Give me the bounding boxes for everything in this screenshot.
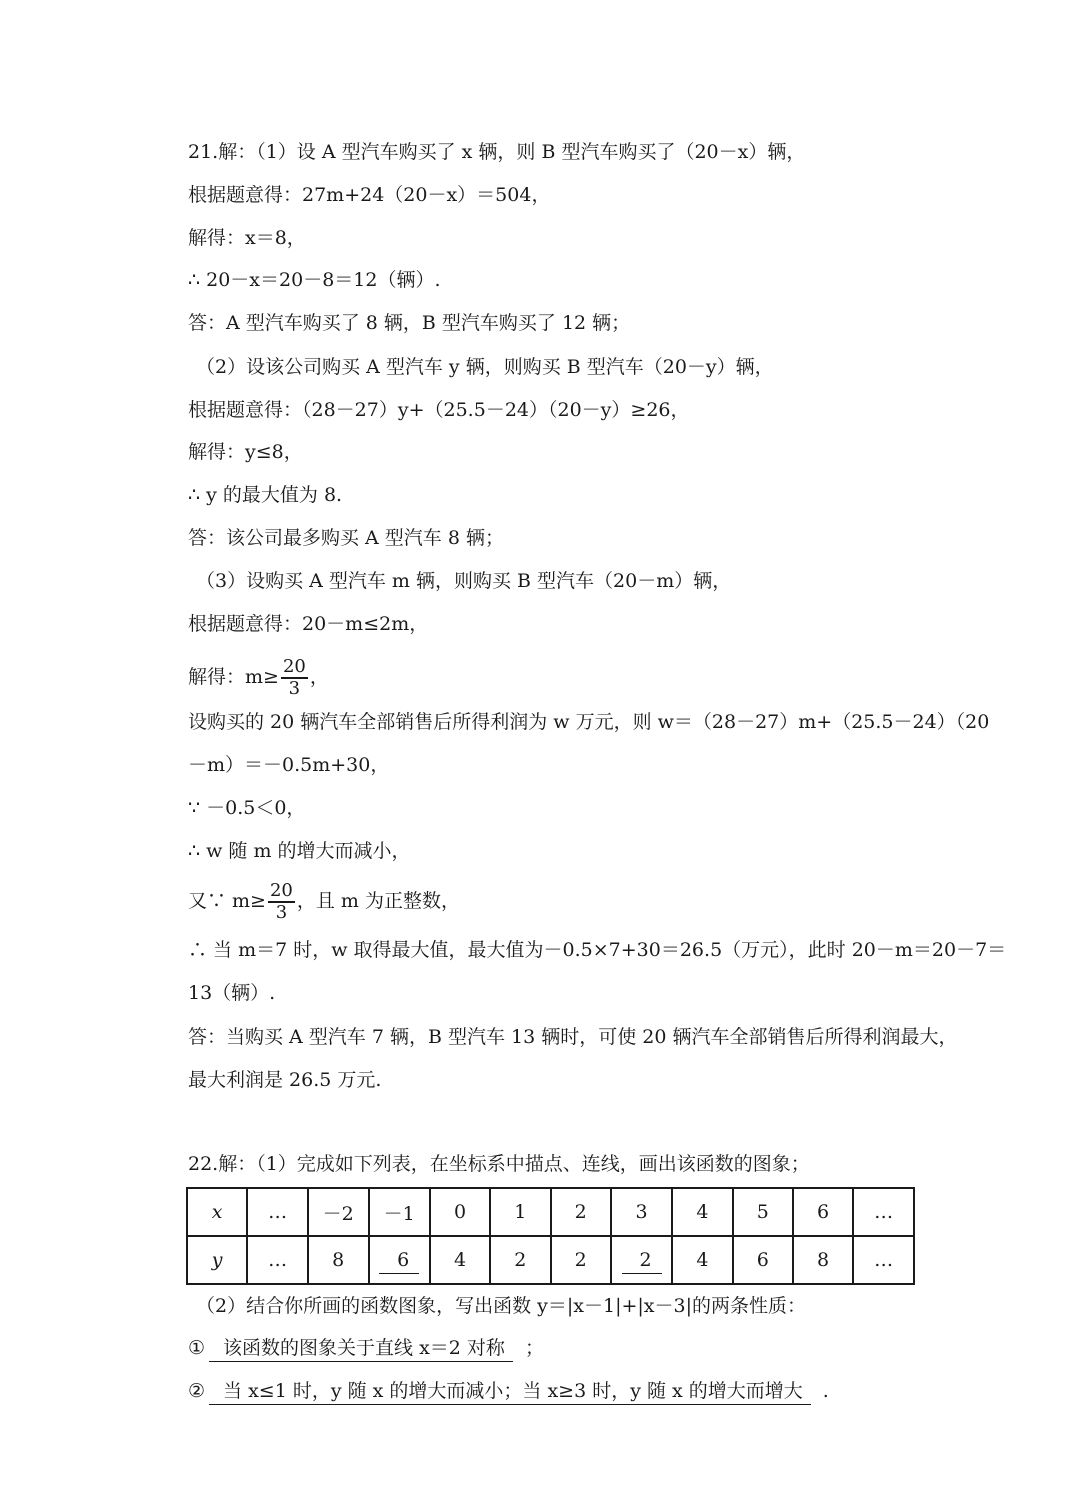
- q22-intro: 22.解：（1）完成如下列表，在坐标系中描点、连线，画出该函数的图象；: [188, 1153, 810, 1175]
- q21-part3-intro: （3）设购买 A 型汽车 m 辆，则购买 B 型汽车（20－m）辆，: [196, 570, 732, 592]
- table-row-y: [187, 1236, 914, 1284]
- q21-part2-intro: （2）设该公司购买 A 型汽车 y 辆，则购买 B 型汽车（20－y）辆，: [196, 356, 774, 378]
- solve-suffix: ，: [309, 666, 329, 688]
- property-1-answer: 该函数的图象关于直线 x＝2 对称: [209, 1335, 513, 1362]
- q21-line-12: 根据题意得：20－m≤2m，: [188, 613, 429, 635]
- table-cell-filled: [369, 1236, 430, 1284]
- q21-profit-line-4: ∴ w 随 m 的增大而减小，: [188, 840, 411, 862]
- property-1-end: ；: [524, 1337, 544, 1359]
- table-cell: 4: [672, 1236, 732, 1284]
- table-cell: 8: [308, 1236, 369, 1284]
- table-cell: 4: [430, 1236, 490, 1284]
- table-cell: 2: [551, 1236, 611, 1284]
- property-2-end: .: [822, 1380, 829, 1402]
- table-cell: 6: [733, 1236, 793, 1284]
- property-2-answer: 当 x≤1 时，y 随 x 的增大而减小；当 x≥3 时，y 随 x 的增大而增大: [209, 1378, 811, 1405]
- again-prefix: 又∵ m≥: [188, 890, 266, 912]
- table-cell: 4: [672, 1188, 732, 1236]
- q21-answer-2: 答：该公司最多购买 A 型汽车 8 辆；: [188, 527, 504, 549]
- table-cell: …: [247, 1236, 308, 1284]
- q21-line-8: 解得：y≤8，: [188, 441, 303, 463]
- q21-line-3: 解得：x＝8，: [188, 227, 306, 249]
- filled-blank: 2: [622, 1247, 662, 1274]
- table-cell: 0: [430, 1188, 490, 1236]
- table-cell-filled: [611, 1236, 672, 1284]
- q21-final-answer-1: 答：当购买 A 型汽车 7 辆，B 型汽车 13 辆时，可使 20 辆汽车全部销售后所得利润最大，: [188, 1026, 958, 1048]
- q21-line-9: ∴ y 的最大值为 8.: [188, 484, 343, 506]
- fraction-numerator: 20: [269, 880, 293, 901]
- q21-profit-line-2: －m）＝－0.5m+30，: [188, 754, 390, 776]
- circled-two: ②: [188, 1380, 206, 1402]
- q21-answer-1: 答：A 型汽车购买了 8 辆，B 型汽车购买了 12 辆；: [188, 312, 631, 334]
- table-cell: 3: [611, 1188, 672, 1236]
- q21-final-answer-2: 最大利润是 26.5 万元.: [188, 1069, 382, 1091]
- fraction-numerator: 20: [282, 656, 306, 677]
- q21-line-7: 根据题意得：（28－27）y+（25.5－24）（20－y）≥26，: [188, 399, 690, 421]
- value-table: [186, 1187, 915, 1285]
- q22-property-2: [188, 1377, 829, 1405]
- q21-max-line-1: ∴ 当 m＝7 时，w 取得最大值，最大值为－0.5×7+30＝26.5（万元），此时 20－m＝20－7＝: [188, 939, 1007, 961]
- fraction-20-over-3-again: [268, 881, 295, 923]
- q21-profit-line-3: ∵ －0.5＜0，: [188, 797, 306, 819]
- solve-prefix: 解得：m≥: [188, 666, 279, 688]
- table-cell: …: [247, 1188, 308, 1236]
- q22-property-1: [188, 1334, 544, 1362]
- circled-one: ①: [188, 1337, 206, 1359]
- table-cell: 8: [793, 1236, 853, 1284]
- q21-line-1: 21.解：（1）设 A 型汽车购买了 x 辆，则 B 型汽车购买了（20－x）辆，: [188, 141, 806, 163]
- q21-profit-line-1: 设购买的 20 辆汽车全部销售后所得利润为 w 万元，则 w＝（28－27）m+（25.5－24）（20: [188, 711, 990, 733]
- table-cell: 1: [490, 1188, 550, 1236]
- table-cell: x: [187, 1188, 247, 1236]
- table-cell: 6: [793, 1188, 853, 1236]
- table-cell: 2: [551, 1188, 611, 1236]
- fraction-denominator: 3: [288, 678, 301, 699]
- table-cell: －2: [308, 1188, 369, 1236]
- table-cell: …: [853, 1188, 914, 1236]
- fraction-denominator: 3: [275, 902, 288, 923]
- filled-blank: 6: [379, 1247, 419, 1274]
- q21-max-line-2: 13（辆）.: [188, 982, 276, 1004]
- q21-solve-fraction-line: [188, 656, 329, 699]
- table-cell: …: [853, 1236, 914, 1284]
- table-cell: －1: [369, 1188, 430, 1236]
- q21-again-fraction-line: [188, 880, 460, 923]
- q21-line-2: 根据题意得：27m+24（20－x）＝504，: [188, 184, 551, 206]
- again-suffix: ，且 m 为正整数，: [296, 890, 460, 912]
- q21-line-4: ∴ 20－x＝20－8＝12（辆）.: [188, 269, 441, 291]
- table-cell: 5: [733, 1188, 793, 1236]
- fraction-20-over-3: [281, 657, 308, 699]
- table-row-x: [187, 1188, 914, 1236]
- table-cell: 2: [490, 1236, 550, 1284]
- q22-part2: （2）结合你所画的函数图象，写出函数 y＝|x－1|+|x－3|的两条性质：: [196, 1295, 806, 1317]
- table-cell: y: [187, 1236, 247, 1284]
